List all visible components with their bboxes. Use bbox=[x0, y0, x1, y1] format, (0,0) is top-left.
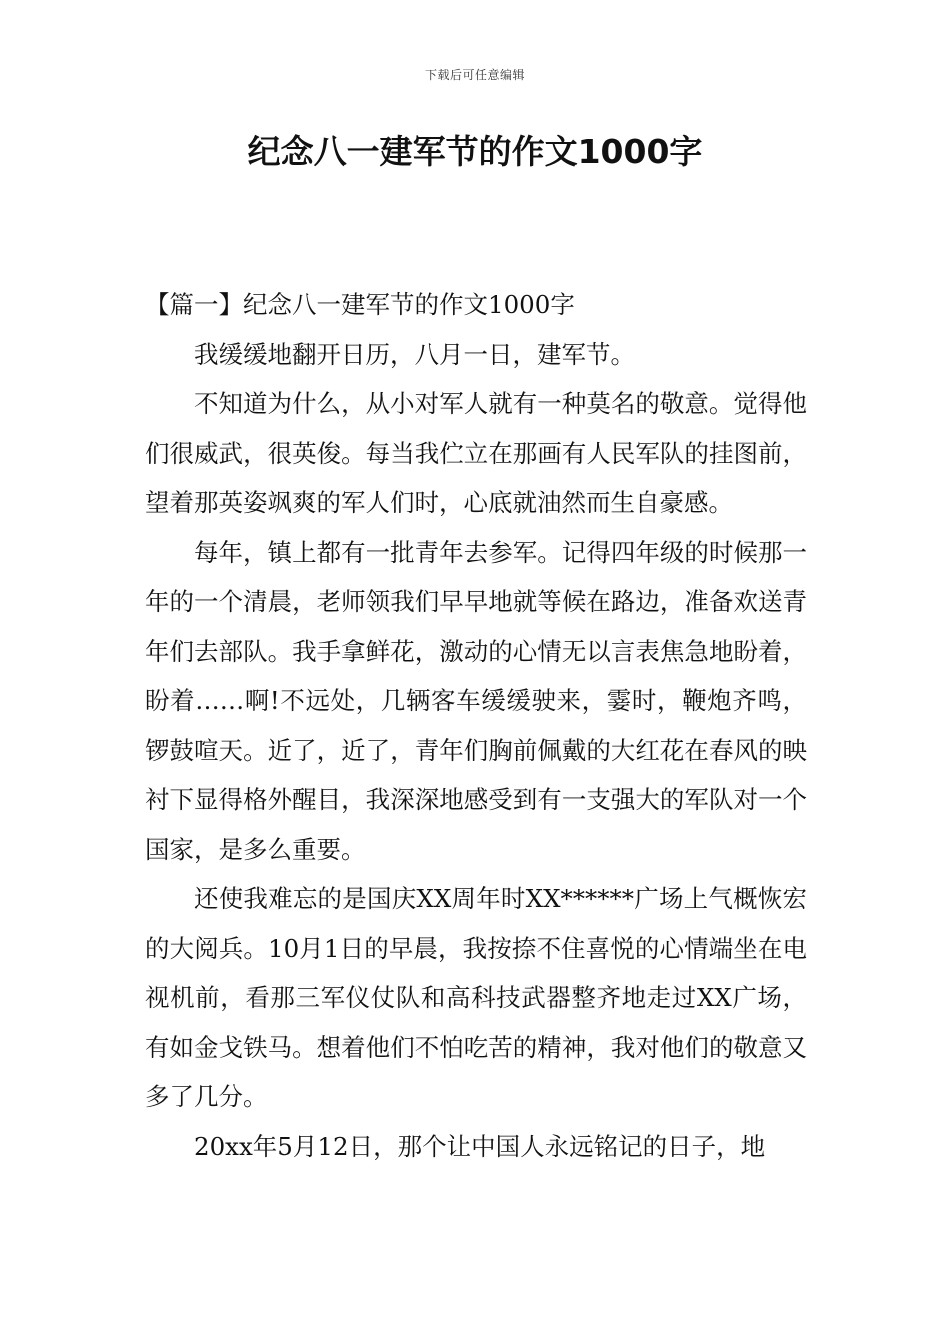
paragraph: 不知道为什么，从小对军人就有一种莫名的敬意。觉得他们很威武，很英俊。每当我伫立在那画有人民军队的挂图前，望着那英姿飒爽的军人们时，心底就油然而生自豪感。 bbox=[145, 389, 807, 517]
paragraph: 20xx年5月12日，那个让中国人永远铭记的日子，地 bbox=[194, 1131, 766, 1161]
paragraph: 我缓缓地翻开日历，八月一日，建军节。 bbox=[194, 339, 635, 369]
header-note: 下载后可任意编辑 bbox=[424, 68, 525, 82]
document-title: 纪念八一建军节的作文1000字 bbox=[247, 132, 703, 171]
document-body bbox=[145, 280, 807, 1171]
section-heading: 【篇一】纪念八一建军节的作文1000字 bbox=[145, 290, 575, 319]
paragraph: 每年，镇上都有一批青年去参军。记得四年级的时候那一年的一个清晨，老师领我们早早地就等候在路边，准备欢送青年们去部队。我手拿鲜花，激动的心情无以言表焦急地盼着，盼着……啊!不远处，几辆客车缓缓驶来，霎时，鞭炮齐鸣，锣鼓喧天。近了，近了，青年们胸前佩戴的大红花在春风的映衬下显得格外醒目，我深深地感受到有一支强大的军队对一个国家，是多么重要。 bbox=[145, 537, 807, 864]
paragraph: 还使我难忘的是国庆XX周年时XX******广场上气概恢宏的大阅兵。10月1日的早晨，我按捺不住喜悦的心情端坐在电视机前，看那三军仪仗队和高科技武器整齐地走过XX广场，有如金戈铁马。想着他们不怕吃苦的精神，我对他们的敬意又多了几分。 bbox=[145, 884, 807, 1111]
